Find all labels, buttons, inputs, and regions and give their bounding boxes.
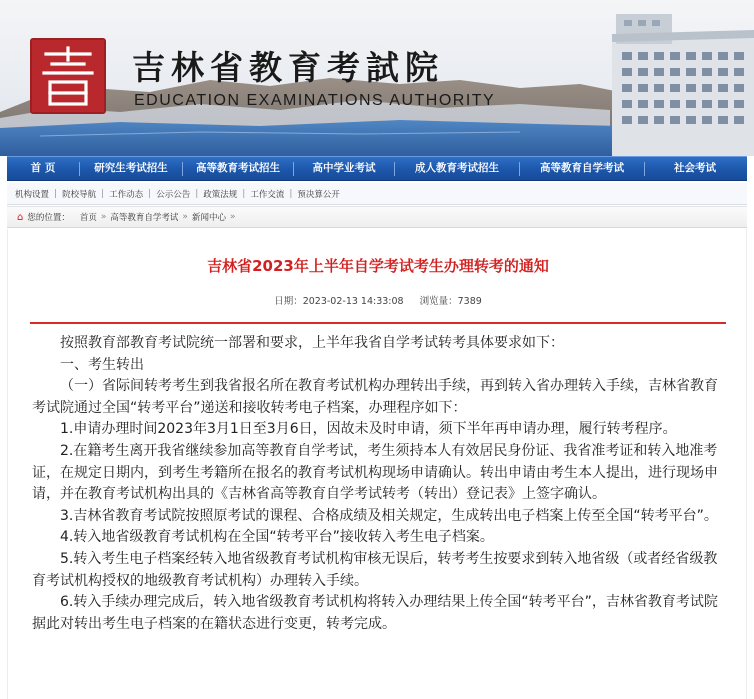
nav-item-self-study[interactable]: 高等教育自学考试 bbox=[540, 162, 624, 174]
subnav-item-news[interactable]: 工作动态 bbox=[109, 189, 144, 200]
nav-item-high-school[interactable]: 高中学业考试 bbox=[312, 162, 376, 174]
article bbox=[7, 229, 747, 699]
paragraph: 3.吉林省教育考试院按照原考试的课程、合格成绩及相关规定，生成转出电子档案上传至全国“转考平台”。 bbox=[60, 507, 718, 524]
header-banner bbox=[0, 0, 754, 156]
nav-item-home[interactable]: 首 页 bbox=[30, 162, 56, 174]
title-divider bbox=[30, 322, 726, 324]
chevron-right-icon: » bbox=[182, 212, 188, 222]
logo-icon bbox=[30, 38, 106, 114]
chevron-right-icon: » bbox=[229, 212, 236, 222]
subnav-item-org[interactable]: 机构设置 bbox=[15, 189, 50, 200]
paragraph: 按照教育部教育考试院统一部署和要求，上半年我省自学考试转考具体要求如下： bbox=[60, 335, 564, 351]
breadcrumb bbox=[7, 206, 747, 228]
nav-item-graduate[interactable]: 研究生考试招生 bbox=[94, 162, 168, 174]
subnav-item-schools[interactable]: 院校导航 bbox=[62, 189, 97, 200]
article-title: 吉林省2023年上半年自学考试考生办理转考的通知 bbox=[207, 257, 549, 275]
section-heading: 一、考生转出 bbox=[60, 356, 144, 373]
breadcrumb-label: 您的位置： bbox=[27, 213, 70, 223]
nav-item-adult[interactable]: 成人教育考试招生 bbox=[415, 162, 499, 174]
paragraph: （一）省际间转考考生到我省报名所在教育考试机构办理转出手续，再到转入省办理转入手续，吉林省教育考试院通过全国“转考平台”递送和接收转考电子档案，办理程序如下： bbox=[32, 378, 718, 416]
view-count: 7389 bbox=[457, 296, 482, 307]
site-title: 吉林省教育考試院 bbox=[132, 48, 444, 87]
breadcrumb-item-section[interactable]: 高等教育自学考试 bbox=[110, 213, 179, 223]
nav-item-college[interactable]: 高等教育考试招生 bbox=[196, 162, 280, 174]
subnav-item-notices[interactable]: 公示公告 bbox=[156, 189, 191, 200]
breadcrumb-item-news[interactable]: 新闻中心 bbox=[191, 213, 226, 223]
paragraph: 6.转入手续办理完成后，转入地省级教育考试机构将转入办理结果上传全国“转考平台”，吉林省教育考试院据此对转出考生电子档案的在籍状态进行变更，转考完成。 bbox=[32, 594, 718, 632]
breadcrumb-item-home[interactable]: 首页 bbox=[79, 213, 97, 223]
paragraph: 4.转入地省级教育考试机构在全国“转考平台”接收转入考生电子档案。 bbox=[60, 529, 494, 546]
nav-item-social[interactable]: 社会考试 bbox=[674, 162, 716, 174]
paragraph: 1.申请办理时间2023年3月1日至3月6日，因故未及时申请，须下半年再申请办理，履行转考程序。 bbox=[60, 421, 677, 438]
main-nav bbox=[7, 156, 747, 181]
subnav-item-policy[interactable]: 政策法规 bbox=[203, 189, 238, 200]
paragraph: 5.转入考生电子档案经转入地省级教育考试机构审核无误后，转考考生按要求到转入地省级（或者经省级教育考试机构授权的地级教育考试机构）办理转入手续。 bbox=[32, 550, 718, 589]
article-meta bbox=[8, 293, 748, 307]
home-icon: ⌂ bbox=[17, 211, 24, 223]
paragraph: 2.在籍考生离开我省继续参加高等教育自学考试，考生须持本人有效居民身份证、我省准考证和转入地准考证，在规定日期内，到考生考籍所在报名的教育考试机构现场申请确认。转出申请由考生本人提出，进行现场申请，并在教育考试机构出具的《吉林省高等教育自学考试转考（转出）登记表》上签字确认。 bbox=[32, 442, 718, 503]
article-body bbox=[32, 333, 726, 635]
views-label: 浏览量： bbox=[419, 296, 458, 307]
site-subtitle: EDUCATION EXAMINATIONS AUTHORITY bbox=[134, 92, 496, 109]
subnav-item-exchange[interactable]: 工作交流 bbox=[250, 189, 285, 200]
subnav-item-budget[interactable]: 预决算公开 bbox=[297, 189, 340, 200]
chevron-right-icon: » bbox=[100, 212, 107, 222]
date-label: 日期： bbox=[274, 296, 303, 307]
sub-nav: 机构设置 | 院校导航 | 工作动态 | 公示公告 | 政策法规 | 工作交流 | 预决算公开 bbox=[7, 183, 747, 205]
article-date: 2023-02-13 14:33:08 bbox=[302, 296, 404, 307]
